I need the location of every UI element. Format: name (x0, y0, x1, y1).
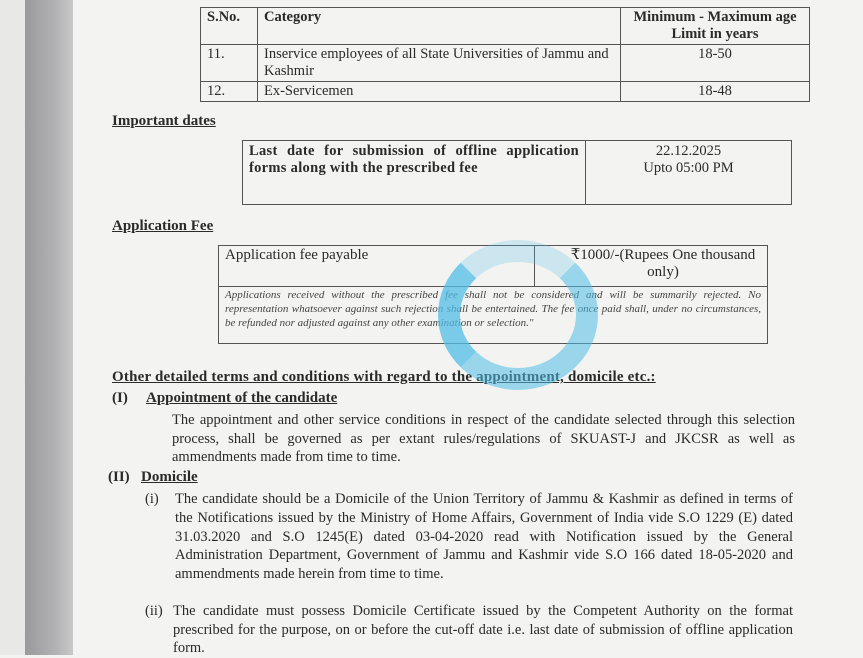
table-row (201, 82, 810, 102)
row-category: Inservice employees of all State Universities of Jammu and Kashmir (258, 45, 621, 82)
last-time-value: Upto 05:00 PM (643, 160, 734, 176)
item-ii-number: (ii) (145, 603, 163, 619)
item-ii-text: The candidate must possess Domicile Certificate issued by the Competent Authority on the format prescribed for the purpose, on or before the cut-off date i.e. last date of submission of offline application form. (173, 603, 793, 657)
important-dates-table (242, 140, 792, 205)
header-age-limit: Minimum - Maximum age Limit in years (621, 8, 810, 45)
section-ii-number: (II) (108, 469, 130, 485)
row-age: 18-48 (621, 82, 810, 102)
row-sno: 12. (201, 82, 258, 102)
fee-label: Application fee payable (219, 246, 535, 287)
item-i-number: (i) (145, 491, 159, 507)
age-limit-table (200, 7, 810, 102)
item-i-text: The candidate should be a Domicile of the Union Territory of Jammu & Kashmir as defined in terms of the Notifications issued by the Ministry of Home Affairs, Government of India vide S.O 1229 (E) dated 31.03.2020 and S.O 1245(E) dated 03-04-2020 read with Notification issued by the General Administration Department, Government of Jammu and Kashmir vide S.O 166 dated 18-05-2020 and ammendments made herein from time to time. (175, 491, 793, 583)
row-category: Ex-Servicemen (258, 82, 621, 102)
row-age: 18-50 (621, 45, 810, 82)
terms-heading: Other detailed terms and conditions with regard to the appointment, domicile etc.: (112, 369, 656, 385)
header-sno: S.No. (201, 8, 258, 45)
scan-edge-shadow (25, 0, 73, 655)
fee-amount: ₹1000/-(Rupees One thousand only) (535, 246, 768, 287)
table-row (201, 45, 810, 82)
fee-note: Applications received without the prescribed fee shall not be considered and will be summarily rejected. No representation whatsoever against such rejection shall be entertained. The fee once paid shall, under no circumstances, be refunded nor adjusted against any other examination or selection." (219, 287, 768, 344)
section-ii-title: Domicile (141, 469, 198, 485)
row-sno: 11. (201, 45, 258, 82)
table-header-row (201, 8, 810, 45)
application-fee-heading: Application Fee (112, 218, 214, 234)
last-date-label: Last date for submission of offline application forms along with the prescribed fee (243, 141, 586, 205)
section-i-title: Appointment of the candidate (146, 390, 338, 406)
scan-margin (0, 0, 25, 655)
section-i-text: The appointment and other service conditions in respect of the candidate selected through this selection process, shall be governed as per extant rules/regulations of SKUAST-J and JKCSR as well as ammendments made from time to time. (172, 412, 795, 466)
header-category: Category (258, 8, 621, 45)
last-date-value: 22.12.2025 (655, 143, 722, 159)
important-dates-heading: Important dates (112, 113, 216, 129)
application-fee-table (218, 245, 768, 344)
section-i-number: (I) (112, 390, 128, 406)
